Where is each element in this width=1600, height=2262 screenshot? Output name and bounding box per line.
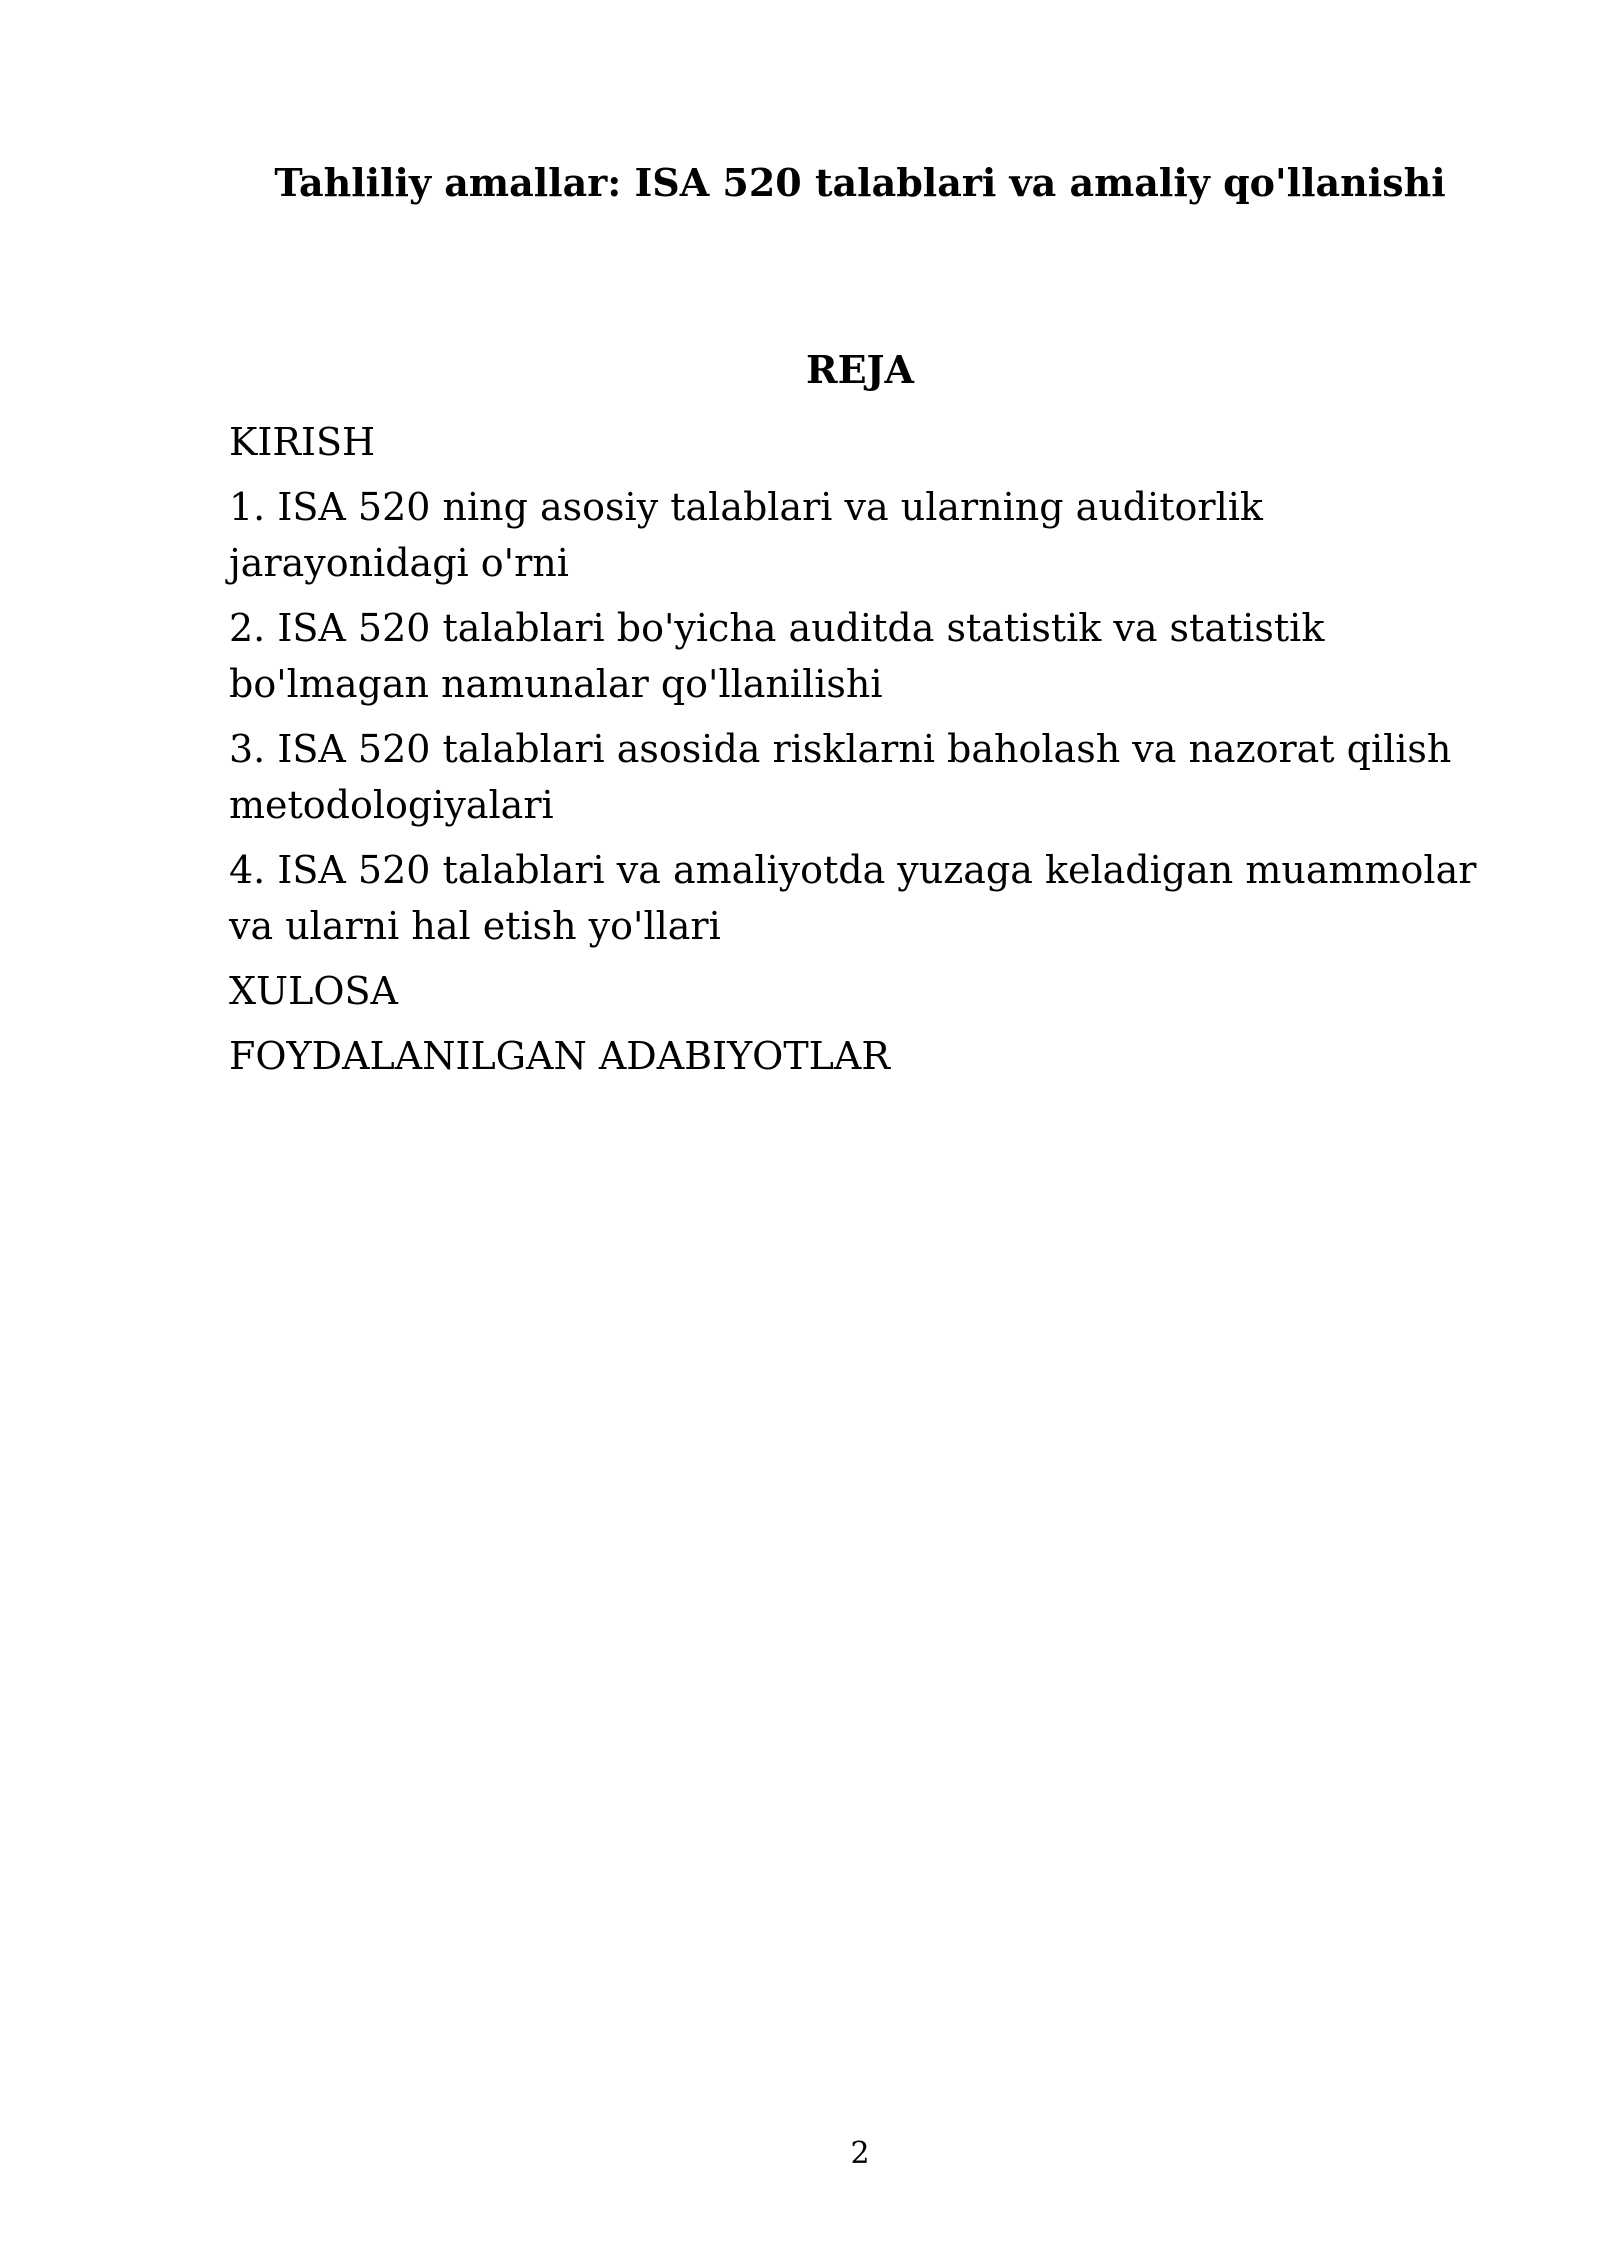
toc-item-introduction: KIRISH bbox=[229, 420, 376, 464]
toc-item-section-2: 2. ISA 520 talablari bo'yicha auditda statistik va statistik bo'lmagan namunalar qo'llanilishi bbox=[229, 606, 1325, 706]
toc-item-conclusion: XULOSA bbox=[229, 969, 398, 1013]
toc-item-section-4: 4. ISA 520 talablari va amaliyotda yuzaga keladigan muammolar va ularni hal etish yo'llari bbox=[229, 848, 1477, 948]
toc-item-section-3: 3. ISA 520 talablari asosida risklarni baholash va nazorat qilish metodologiyalari bbox=[229, 727, 1452, 827]
toc-item-references: FOYDALANILGAN ADABIYOTLAR bbox=[229, 1034, 890, 1078]
document-title: Tahliliy amallar: ISA 520 talablari va amaliy qo'llanishi bbox=[274, 160, 1446, 205]
table-of-contents bbox=[229, 414, 1499, 1093]
plan-heading: REJA bbox=[805, 347, 914, 392]
toc-item-section-1: 1. ISA 520 ning asosiy talablari va ularning auditorlik jarayonidagi o'rni bbox=[229, 485, 1263, 585]
page-number: 2 bbox=[850, 2136, 870, 2171]
